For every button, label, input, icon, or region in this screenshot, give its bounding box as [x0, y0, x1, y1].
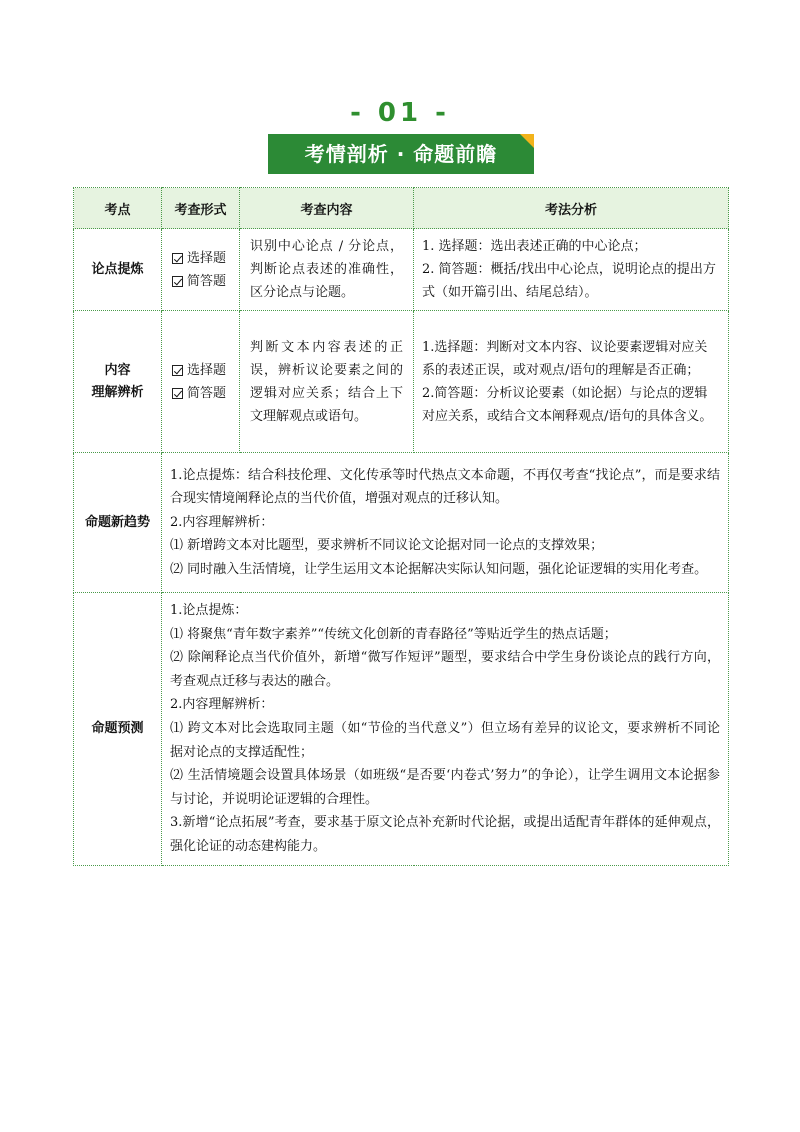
analysis-line: 1. 选择题：选出表述正确的中心论点；	[422, 239, 647, 254]
trend-line: ⑴ 新增跨文本对比题型，要求辨析不同议论文论据对同一论点的支撑效果；	[170, 538, 604, 554]
analysis-line: 2. 简答题：概括/找出中心论点，说明论点的提出方式（如开篇引出、结尾总结）。	[422, 262, 716, 300]
check-label: 选择题	[187, 362, 227, 378]
forecast-content	[162, 593, 729, 866]
row-label-line: 内容	[104, 362, 131, 378]
table-row	[74, 229, 729, 311]
row-label-line: 论点提炼	[91, 261, 144, 277]
table-header-row	[74, 188, 729, 229]
content-cell: 识别中心论点 / 分论点，判断论点表述的准确性，区分论点与论题。	[240, 229, 414, 311]
analysis-line: 2.简答题：分析议论要素（如论据）与论点的逻辑对应关系，或结合文本阐释观点/语句的具体含义。	[422, 385, 713, 424]
checked-box-icon	[172, 388, 183, 399]
banner-title: 考情剖析 · 命题前瞻	[304, 142, 498, 166]
check-label: 简答题	[187, 385, 227, 401]
page-number: - 01 -	[350, 98, 450, 128]
forecast-line: 3.新增“论点拓展”考查，要求基于原文论点补充新时代论据，或提出适配青年群体的延伸观点，强化论证的动态建构能力。	[170, 815, 720, 854]
trend-line: ⑵ 同时融入生活情境，让学生运用文本论据解决实际认知问题，强化论证逻辑的实用化考查。	[170, 561, 708, 577]
forecast-label: 命题预测	[74, 593, 162, 866]
check-item	[172, 247, 239, 270]
row-label	[74, 229, 162, 311]
analysis-cell	[414, 229, 729, 311]
checked-box-icon	[172, 276, 183, 287]
exam-analysis-table	[73, 187, 729, 866]
forecast-line: 1.论点提炼：	[170, 603, 248, 618]
content-cell: 判断文本内容表述的正误，辨析议论要素之间的逻辑对应关系；结合上下文理解观点或语句。	[240, 311, 414, 453]
header-cell: 考查内容	[240, 188, 414, 229]
analysis-cell	[414, 311, 729, 453]
row-label-line: 理解辨析	[91, 384, 144, 400]
checked-box-icon	[172, 365, 183, 376]
forecast-line: ⑵ 除阐释论点当代价值外，新增“微写作短评”题型，要求结合中学生身份谈论点的践行方向，考查观点迁移与表达的融合。	[170, 650, 720, 689]
check-label: 选择题	[187, 250, 227, 266]
form-checklist	[162, 311, 240, 453]
row-label	[74, 311, 162, 453]
check-item	[172, 359, 239, 382]
trend-line: 1.论点提炼：结合科技伦理、文化传承等时代热点文本命题，不再仅考查“找论点”，而是要求结合现实情境阐释论点的当代价值，增强对观点的迁移认知。	[170, 467, 720, 507]
header-cell: 考法分析	[414, 188, 729, 229]
checked-box-icon	[172, 253, 183, 264]
trend-line: 2.内容理解辨析：	[170, 514, 274, 530]
check-item	[172, 382, 239, 405]
forecast-line: ⑴ 跨文本对比会选取同主题（如“节俭的当代意义”）但立场有差异的议论文，要求辨析不同论据对论点的支撑适配性；	[170, 720, 720, 760]
forecast-row	[74, 593, 729, 866]
banner-corner-accent	[520, 134, 534, 148]
trend-label: 命题新趋势	[74, 453, 162, 593]
header-cell: 考查形式	[162, 188, 240, 229]
section-banner	[268, 134, 534, 174]
trend-row	[74, 453, 729, 593]
forecast-line: 2.内容理解辨析：	[170, 697, 274, 713]
trend-content	[162, 453, 729, 593]
table-row	[74, 311, 729, 453]
form-checklist	[162, 229, 240, 311]
check-label: 简答题	[187, 273, 227, 289]
forecast-line: ⑵ 生活情境题会设置具体场景（如班级“是否要‘内卷式’努力”的争论），让学生调用文本论据参与讨论，并说明论证逻辑的合理性。	[170, 768, 720, 807]
header-cell: 考点	[74, 188, 162, 229]
check-item	[172, 270, 239, 293]
forecast-line: ⑴ 将聚焦“青年数字素养”“传统文化创新的青春路径”等贴近学生的热点话题；	[170, 626, 617, 642]
analysis-line: 1.选择题：判断对文本内容、议论要素逻辑对应关系的表述正误，或对观点/语句的理解是否正确；	[422, 339, 708, 378]
